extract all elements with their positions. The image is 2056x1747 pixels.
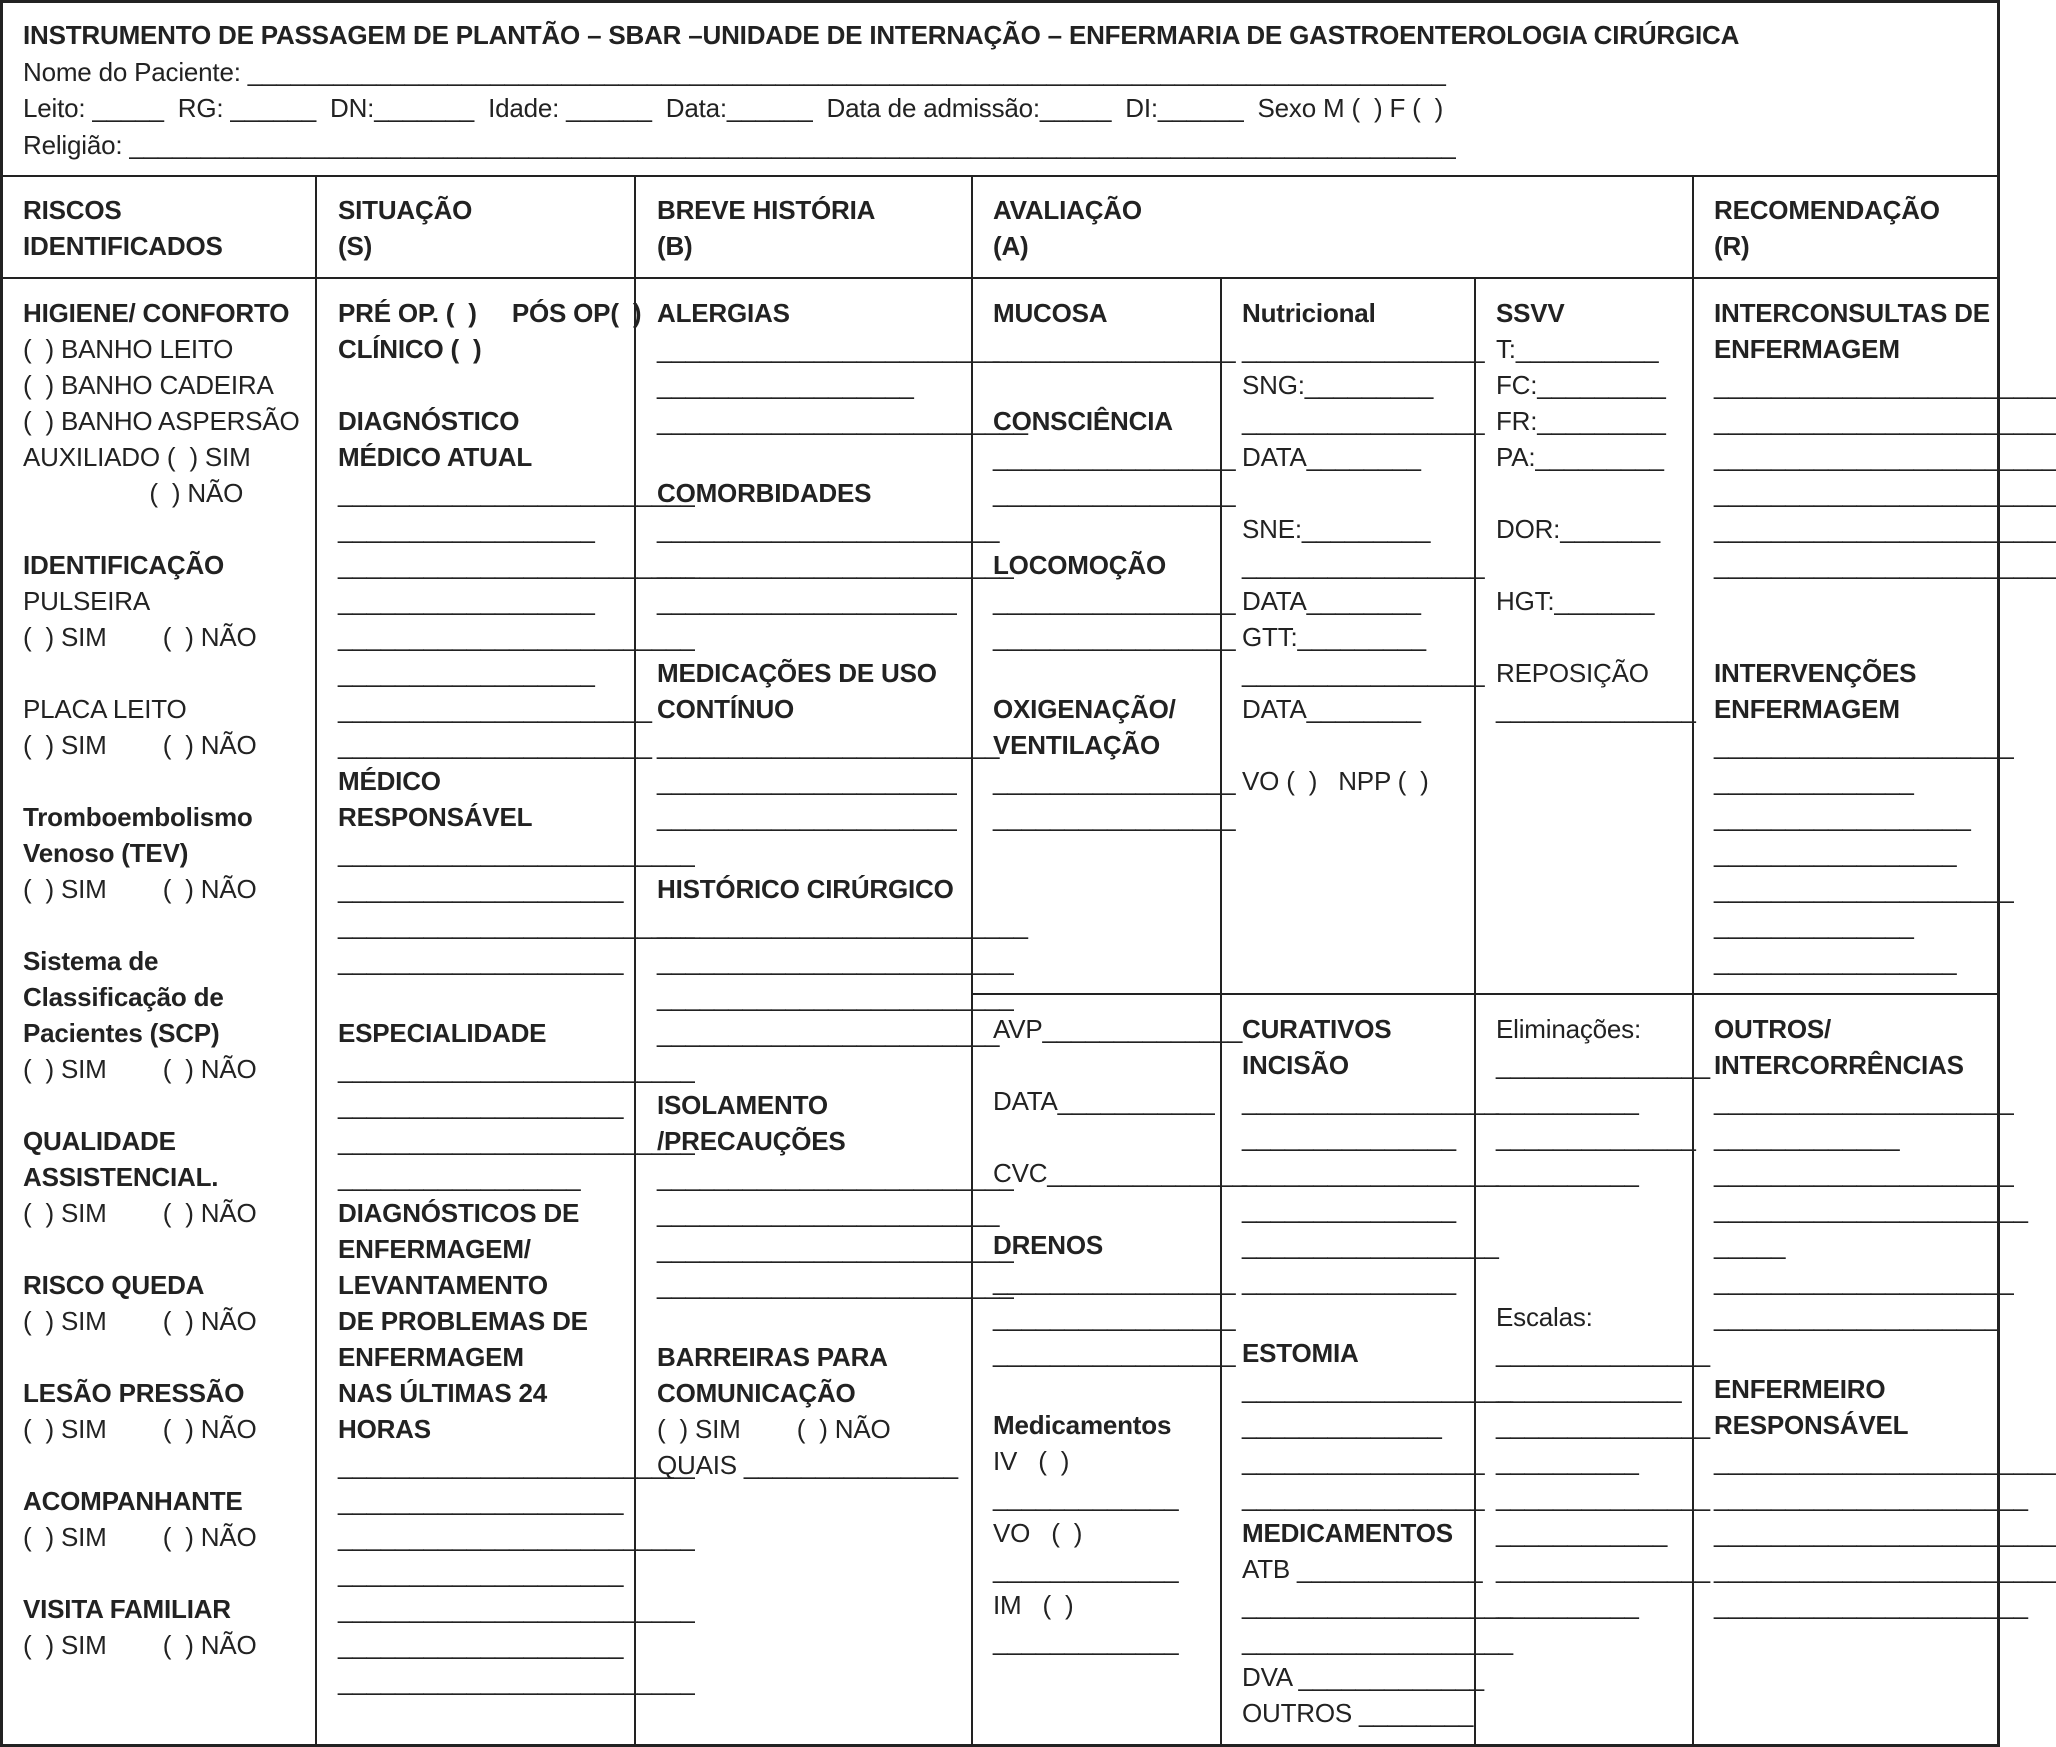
- section-label: COMORBIDADES: [657, 478, 872, 508]
- blank-line-field[interactable]: _________________: [993, 442, 1236, 472]
- blank-line-field[interactable]: ______________________: [1714, 1482, 2028, 1512]
- form-line[interactable]: HGT:_______: [1496, 586, 1655, 616]
- blank-line-field[interactable]: _____________: [1496, 1374, 1682, 1404]
- section-label: ASSISTENCIAL.: [23, 1162, 219, 1192]
- form-line[interactable]: ( ) SIM ( ) NÃO: [23, 1414, 257, 1444]
- blank-line-field[interactable]: __________: [1496, 1590, 1639, 1620]
- blank-line-field[interactable]: _________________________: [657, 1270, 1014, 1300]
- blank-line-field[interactable]: ________________________: [1714, 1518, 2056, 1548]
- blank-line-field[interactable]: __________________________: [657, 910, 1028, 940]
- section-label: DIAGNÓSTICO: [338, 406, 520, 436]
- blank-line-field[interactable]: _________________________: [657, 1162, 1014, 1192]
- form-line[interactable]: ( ) SIM ( ) NÃO: [23, 622, 257, 652]
- blank-line-field[interactable]: _____________________: [657, 766, 957, 796]
- blank-line-field[interactable]: _________________________: [338, 478, 695, 508]
- blank-line-field[interactable]: ____________________: [338, 1090, 624, 1120]
- section-label: ESPECIALIDADE: [338, 1018, 547, 1048]
- blank-line-field[interactable]: _________________: [1242, 334, 1485, 364]
- blank-line-field[interactable]: __________________: [657, 370, 914, 400]
- blank-line-field[interactable]: ______________: [1496, 694, 1696, 724]
- blank-line-field[interactable]: ________________________: [1714, 1554, 2056, 1584]
- blank-line-field[interactable]: _________________________: [338, 550, 695, 580]
- assessment-split-divider: [972, 993, 2000, 995]
- blank-line-field[interactable]: _________________: [993, 586, 1236, 616]
- form-line[interactable]: ( ) BANHO CADEIRA: [23, 370, 274, 400]
- col-divider-5: [1474, 277, 1476, 1747]
- section-label: CLÍNICO ( ): [338, 334, 482, 364]
- blank-line-field[interactable]: __________________: [1242, 1158, 1499, 1188]
- form-line: Eliminações:: [1496, 1014, 1641, 1044]
- form-line[interactable]: DOR:_______: [1496, 514, 1661, 544]
- blank-line-field[interactable]: _________________: [993, 1302, 1236, 1332]
- blank-line-field[interactable]: _________________________: [338, 1594, 695, 1624]
- section-label: RESPONSÁVEL: [1714, 1410, 1909, 1440]
- blank-line-field[interactable]: _____________: [993, 1554, 1179, 1584]
- section-label: ACOMPANHANTE: [23, 1486, 243, 1516]
- section-label: MÉDICO ATUAL: [338, 442, 533, 472]
- blank-line-field[interactable]: _______________: [1496, 1554, 1710, 1584]
- blank-line-field[interactable]: _____________: [993, 1626, 1179, 1656]
- blank-line-field[interactable]: _________________: [993, 1266, 1236, 1296]
- section-label: ENFERMAGEM: [1714, 694, 1900, 724]
- form-line[interactable]: AUXILIADO ( ) SIM: [23, 442, 251, 472]
- blank-line-field[interactable]: _____________________: [657, 802, 957, 832]
- column-title-situation: SITUAÇÃO (S): [338, 195, 473, 261]
- form-line[interactable]: AVP______________: [993, 1014, 1243, 1044]
- form-line[interactable]: ( ) BANHO ASPERSÃO: [23, 406, 300, 436]
- form-line[interactable]: ( ) SIM ( ) NÃO: [23, 1522, 257, 1552]
- form-line[interactable]: T:__________: [1496, 334, 1659, 364]
- section-label: LOCOMOÇÃO: [993, 550, 1166, 580]
- form-line[interactable]: ( ) SIM ( ) NÃO: [23, 1630, 257, 1660]
- blank-line-field[interactable]: _________________________: [338, 622, 695, 652]
- patient-info-fields[interactable]: Leito: _____ RG: ______ DN:_______ Idade: ______ Data:______ Data de admissão:_____ DI:______ Sexo M ( ) F ( ): [23, 93, 1444, 123]
- section-label: OXIGENAÇÃO/: [993, 694, 1176, 724]
- section-label: OUTROS/: [1714, 1014, 1832, 1044]
- form-line[interactable]: ( ) BANHO LEITO: [23, 334, 234, 364]
- form-line[interactable]: FC:_________: [1496, 370, 1666, 400]
- blank-line-field[interactable]: _________________________: [338, 838, 695, 868]
- blank-line-field[interactable]: ___________________: [1242, 1374, 1513, 1404]
- section-label: INTERVENÇÕES: [1714, 658, 1917, 688]
- blank-line-field[interactable]: _________________________: [338, 910, 695, 940]
- section-label: LEVANTAMENTO: [338, 1270, 548, 1300]
- section-label: HORAS: [338, 1414, 431, 1444]
- column-title-recommendation: RECOMENDAÇÃO (R): [1714, 195, 1940, 261]
- form-line[interactable]: SNE:_________: [1242, 514, 1431, 544]
- blank-line-field[interactable]: ___________________: [1242, 1590, 1513, 1620]
- blank-line-field[interactable]: __________________: [338, 514, 595, 544]
- form-line[interactable]: DATA________: [1242, 694, 1421, 724]
- section-label: RISCO QUEDA: [23, 1270, 205, 1300]
- blank-line-field[interactable]: ________________________: [1714, 406, 2056, 436]
- section-label: MUCOSA: [993, 298, 1108, 328]
- blank-line-field[interactable]: _________________________: [657, 550, 1014, 580]
- blank-line-field[interactable]: ________________________: [1714, 370, 2056, 400]
- form-line[interactable]: ( ) SIM ( ) NÃO: [23, 1198, 257, 1228]
- section-label: NAS ÚLTIMAS 24: [338, 1378, 548, 1408]
- section-label: BARREIRAS PARA: [657, 1342, 888, 1372]
- blank-line-field[interactable]: _________________: [993, 334, 1236, 364]
- section-label: LESÃO PRESSÃO: [23, 1378, 245, 1408]
- form-line[interactable]: QUAIS _______________: [657, 1450, 958, 1480]
- section-label: Classificação de: [23, 982, 224, 1012]
- blank-line-field[interactable]: ________________________: [1714, 1446, 2056, 1476]
- religion-field[interactable]: Religião: _____________________________________________________________________________________________: [23, 130, 1456, 160]
- section-label: COMUNICAÇÃO: [657, 1378, 856, 1408]
- blank-line-field[interactable]: _________________: [1242, 1446, 1485, 1476]
- form-line[interactable]: ( ) SIM ( ) NÃO: [23, 1306, 257, 1336]
- blank-line-field[interactable]: ____________________: [1714, 1302, 2000, 1332]
- blank-line-field[interactable]: _________________________: [657, 982, 1014, 1012]
- form-title: INSTRUMENTO DE PASSAGEM DE PLANTÃO – SBAR –UNIDADE DE INTERNAÇÃO – ENFERMARIA DE GASTROENTEROLOGIA CIRÚRGICA: [23, 20, 1740, 50]
- border-left: [0, 0, 3, 1747]
- blank-line-field[interactable]: ________________________: [1714, 550, 2056, 580]
- blank-line-field[interactable]: ____________________: [338, 1558, 624, 1588]
- section-label: HIGIENE/ CONFORTO: [23, 298, 290, 328]
- blank-line-field[interactable]: __________________: [1714, 802, 1971, 832]
- blank-line-field[interactable]: ______________: [1714, 766, 1914, 796]
- form-line[interactable]: IV ( ): [993, 1446, 1070, 1476]
- section-label: VISITA FAMILIAR: [23, 1594, 231, 1624]
- section-label: ENFERMEIRO: [1714, 1374, 1886, 1404]
- form-line[interactable]: ( ) SIM ( ) NÃO: [657, 1414, 891, 1444]
- blank-line-field[interactable]: __________________________: [657, 406, 1028, 436]
- blank-line-field[interactable]: ________________________: [657, 514, 1000, 544]
- blank-line-field[interactable]: _________________: [993, 802, 1236, 832]
- blank-line-field[interactable]: __________________: [338, 586, 595, 616]
- blank-line-field[interactable]: _________________: [1242, 658, 1485, 688]
- blank-line-field[interactable]: ________________________: [657, 1018, 1000, 1048]
- section-label: ENFERMAGEM: [1714, 334, 1900, 364]
- blank-line-field[interactable]: _________________: [993, 766, 1236, 796]
- section-label: RESPONSÁVEL: [338, 802, 533, 832]
- section-label: ALERGIAS: [657, 298, 790, 328]
- blank-line-field[interactable]: _______________: [1242, 1266, 1456, 1296]
- blank-line-field[interactable]: _________________________: [338, 1126, 695, 1156]
- form-line[interactable]: IM ( ): [993, 1590, 1074, 1620]
- border-top: [0, 0, 2000, 3]
- blank-line-field[interactable]: _________________: [1242, 1482, 1485, 1512]
- section-label: MEDICAÇÕES DE USO: [657, 658, 937, 688]
- form-line[interactable]: ATB _____________: [1242, 1554, 1483, 1584]
- blank-line-field[interactable]: ____________: [1496, 1518, 1668, 1548]
- blank-line-field[interactable]: _________________: [1242, 406, 1485, 436]
- section-label: ESTOMIA: [1242, 1338, 1359, 1368]
- section-label: INCISÃO: [1242, 1050, 1349, 1080]
- blank-line-field[interactable]: _____________________: [1714, 1158, 2014, 1188]
- blank-line-field[interactable]: ____________________: [338, 874, 624, 904]
- section-label: QUALIDADE: [23, 1126, 176, 1156]
- blank-line-field[interactable]: _____________________: [1714, 730, 2014, 760]
- form-line[interactable]: DATA________: [1242, 586, 1421, 616]
- blank-line-field[interactable]: _________________________: [657, 1234, 1014, 1264]
- blank-line-field[interactable]: ____________________: [338, 1486, 624, 1516]
- form-line[interactable]: CVC______________: [993, 1158, 1247, 1188]
- section-label: Venoso (TEV): [23, 838, 189, 868]
- blank-line-field[interactable]: ________________________: [1714, 442, 2056, 472]
- form-line: PULSEIRA: [23, 586, 151, 616]
- blank-line-field[interactable]: ___________________: [1242, 1626, 1513, 1656]
- blank-line-field[interactable]: __________: [1496, 1446, 1639, 1476]
- section-label: Medicamentos: [993, 1410, 1172, 1440]
- column-title-assessment: AVALIAÇÃO (A): [993, 195, 1142, 261]
- section-label: CURATIVOS: [1242, 1014, 1392, 1044]
- blank-line-field[interactable]: _________________________: [657, 946, 1014, 976]
- form-line[interactable]: SNG:_________: [1242, 370, 1434, 400]
- form-line: REPOSIÇÃO: [1496, 658, 1649, 688]
- form-line[interactable]: GTT:_________: [1242, 622, 1426, 652]
- blank-line-field[interactable]: __________: [1496, 1158, 1639, 1188]
- blank-line-field[interactable]: _______________: [1496, 1482, 1710, 1512]
- section-label: HISTÓRICO CIRÚRGICO: [657, 874, 954, 904]
- section-label: DIAGNÓSTICOS DE: [338, 1198, 580, 1228]
- blank-line-field[interactable]: __________________: [1242, 1230, 1499, 1260]
- patient-name-field[interactable]: Nome do Paciente: ____________________________________________________________________________________: [23, 57, 1446, 87]
- section-label: Tromboembolismo: [23, 802, 253, 832]
- section-label: /PRECAUÇÕES: [657, 1126, 846, 1156]
- blank-line-field[interactable]: ______________________: [338, 694, 652, 724]
- section-label: SSVV: [1496, 298, 1565, 328]
- blank-line-field[interactable]: ______________________: [1714, 1590, 2028, 1620]
- section-label: PRÉ OP. ( ) PÓS OP( ): [338, 298, 642, 328]
- section-label: Nutricional: [1242, 298, 1376, 328]
- col-divider-2: [634, 175, 636, 1747]
- blank-line-field[interactable]: __________________: [1242, 1086, 1499, 1116]
- blank-line-field[interactable]: _________________: [1242, 550, 1485, 580]
- form-line[interactable]: VO ( ): [993, 1518, 1083, 1548]
- form-line[interactable]: DATA___________: [993, 1086, 1215, 1116]
- section-label: DE PROBLEMAS DE: [338, 1306, 588, 1336]
- blank-line-field[interactable]: __________________: [338, 658, 595, 688]
- blank-line-field[interactable]: ______________________: [1714, 1194, 2028, 1224]
- blank-line-field[interactable]: ____________________: [338, 946, 624, 976]
- form-line: Escalas:: [1496, 1302, 1593, 1332]
- column-title-risks: RISCOS IDENTIFICADOS: [23, 195, 223, 261]
- column-title-background: BREVE HISTÓRIA (B): [657, 195, 876, 261]
- blank-line-field[interactable]: _________________: [338, 1162, 581, 1192]
- blank-line-field[interactable]: _______________: [1496, 1050, 1710, 1080]
- form-line[interactable]: ( ) SIM ( ) NÃO: [23, 874, 257, 904]
- blank-line-field[interactable]: ______________: [1714, 910, 1914, 940]
- header-divider: [0, 175, 2000, 177]
- form-line[interactable]: DVA _____________: [1242, 1662, 1484, 1692]
- section-label: CONTÍNUO: [657, 694, 795, 724]
- blank-line-field[interactable]: _____________: [1714, 1122, 1900, 1152]
- column-title-divider: [0, 277, 2000, 279]
- blank-line-field[interactable]: _______________: [1242, 1122, 1456, 1152]
- form-line[interactable]: ( ) SIM ( ) NÃO: [23, 1054, 257, 1084]
- section-label: Pacientes (SCP): [23, 1018, 220, 1048]
- blank-line-field[interactable]: ______________: [1496, 1122, 1696, 1152]
- form-line[interactable]: FR:_________: [1496, 406, 1666, 436]
- form-line: PLACA LEITO: [23, 694, 187, 724]
- section-label: INTERCONSULTAS DE: [1714, 298, 1990, 328]
- blank-line-field[interactable]: ________________________: [657, 334, 1000, 364]
- blank-line-field[interactable]: ________________________: [1714, 514, 2056, 544]
- blank-line-field[interactable]: __________: [1496, 1086, 1639, 1116]
- blank-line-field[interactable]: _________________: [993, 1338, 1236, 1368]
- section-label: ENFERMAGEM/: [338, 1234, 531, 1264]
- blank-line-field[interactable]: _____________________: [1714, 1266, 2014, 1296]
- section-label: Sistema de: [23, 946, 159, 976]
- blank-line-field[interactable]: _________________________: [338, 1054, 695, 1084]
- section-label: DRENOS: [993, 1230, 1104, 1260]
- section-label: ISOLAMENTO: [657, 1090, 828, 1120]
- blank-line-field[interactable]: _______________: [1496, 1410, 1710, 1440]
- blank-line-field[interactable]: ______________________: [338, 730, 652, 760]
- blank-line-field[interactable]: ________________________: [1714, 478, 2056, 508]
- blank-line-field[interactable]: _______________: [1242, 1194, 1456, 1224]
- blank-line-field[interactable]: ________________________: [657, 730, 1000, 760]
- blank-line-field[interactable]: _________________________: [338, 1522, 695, 1552]
- section-label: INTERCORRÊNCIAS: [1714, 1050, 1964, 1080]
- section-label: IDENTIFICAÇÃO: [23, 550, 225, 580]
- form-line[interactable]: ( ) SIM ( ) NÃO: [23, 730, 257, 760]
- form-line[interactable]: ( ) NÃO: [23, 478, 244, 508]
- form-line[interactable]: OUTROS ________: [1242, 1698, 1474, 1728]
- form-line[interactable]: DATA________: [1242, 442, 1421, 472]
- section-label: MÉDICO: [338, 766, 441, 796]
- blank-line-field[interactable]: _________________: [1714, 838, 1957, 868]
- blank-line-field[interactable]: _______________: [1496, 1338, 1710, 1368]
- blank-line-field[interactable]: _________________: [993, 478, 1236, 508]
- blank-line-field[interactable]: _________________________: [338, 1666, 695, 1696]
- section-label: ENFERMAGEM: [338, 1342, 524, 1372]
- blank-line-field[interactable]: _________________: [1714, 946, 1957, 976]
- blank-line-field[interactable]: ____________________: [338, 1630, 624, 1660]
- blank-line-field[interactable]: _____________________: [1714, 1086, 2014, 1116]
- form-line[interactable]: PA:_________: [1496, 442, 1664, 472]
- col-divider-1: [315, 175, 317, 1747]
- blank-line-field[interactable]: _____: [1714, 1230, 1786, 1260]
- section-label: MEDICAMENTOS: [1242, 1518, 1453, 1548]
- form-line[interactable]: VO ( ) NPP ( ): [1242, 766, 1429, 796]
- blank-line-field[interactable]: _________________: [993, 622, 1236, 652]
- blank-line-field[interactable]: ______________: [1242, 1410, 1442, 1440]
- section-label: VENTILAÇÃO: [993, 730, 1161, 760]
- blank-line-field[interactable]: _____________________: [1714, 874, 2014, 904]
- blank-line-field[interactable]: _________________________: [338, 1450, 695, 1480]
- blank-line-field[interactable]: _____________________: [657, 586, 957, 616]
- section-label: CONSCIÊNCIA: [993, 406, 1173, 436]
- blank-line-field[interactable]: _____________: [993, 1482, 1179, 1512]
- blank-line-field[interactable]: ________________________: [657, 1198, 1000, 1228]
